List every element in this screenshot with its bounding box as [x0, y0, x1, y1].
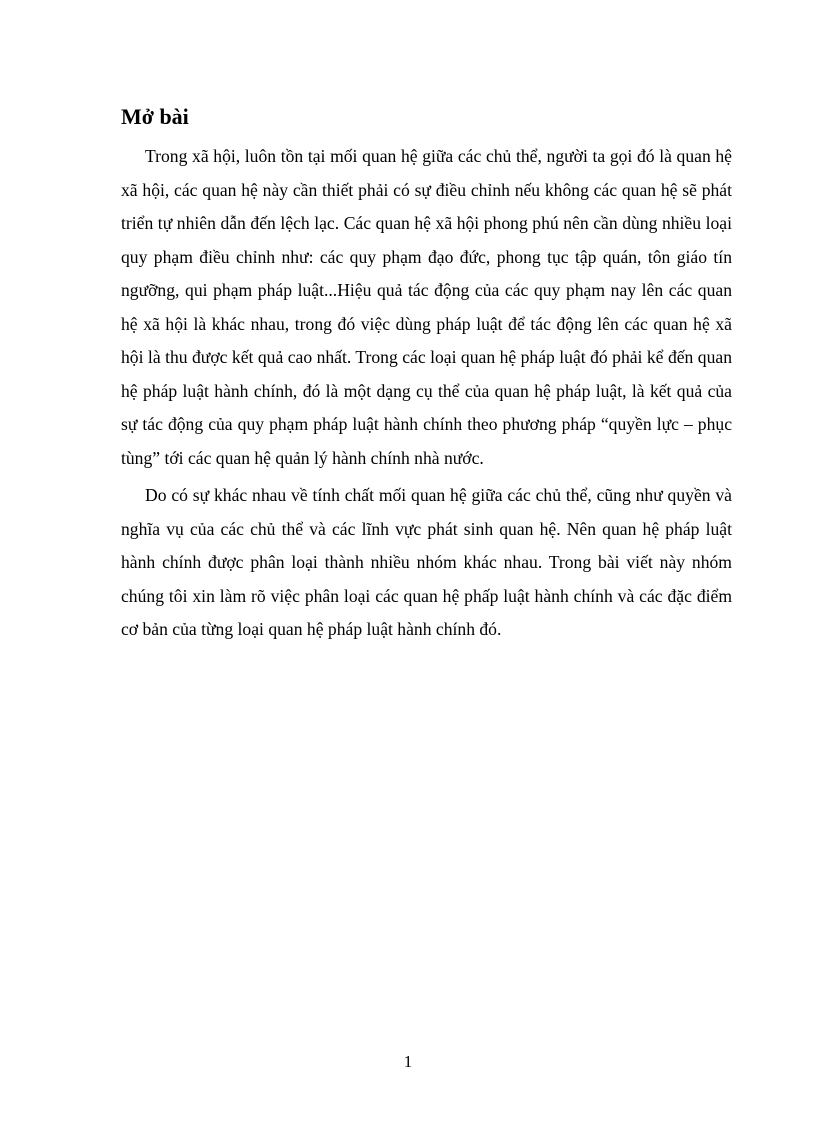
paragraph-intro: Trong xã hội, luôn tồn tại mối quan hệ giữa các chủ thể, người ta gọi đó là quan hệ xã hội, các quan hệ này cần thiết phải có sự điều chỉnh nếu không các quan hệ sẽ phát triển tự nhiên dẫn đến lệch lạc. Các quan hệ xã hội phong phú nên cần dùng nhiều loại quy phạm điều chỉnh như: các quy phạm đạo đức, phong tục tập quán, tôn giáo tín ngưỡng, qui phạm pháp luật...Hiệu quả tác động của các quy phạm nay lên các quan hệ xã hội là khác nhau, trong đó việc dùng pháp luật để tác động lên các quan hệ xã hội là thu được kết quả cao nhất. Trong các loại quan hệ pháp luật đó phải kể đến quan hệ pháp luật hành chính, đó là một dạng cụ thể của quan hệ pháp luật, là kết quả của sự tác động của quy phạm pháp luật hành chính theo phương pháp “quyền lực – phục tùng” tới các quan hệ quản lý hành chính nhà nước. — [121, 146, 732, 468]
section-heading: Mở bài — [121, 104, 189, 129]
page-number: 1 — [403, 1052, 413, 1071]
paragraph-classification: Do có sự khác nhau về tính chất mối quan hệ giữa các chủ thể, cũng như quyền và nghĩa vụ của các chủ thể và các lĩnh vực phát sinh quan hệ. Nên quan hệ pháp luật hành chính được phân loại thành nhiều nhóm khác nhau. Trong bài viết này nhóm chúng tôi xin làm rõ việc phân loại các quan hệ phấp luật hành chính và các đặc điểm cơ bản của từng loại quan hệ pháp luật hành chính đó. — [121, 485, 732, 639]
